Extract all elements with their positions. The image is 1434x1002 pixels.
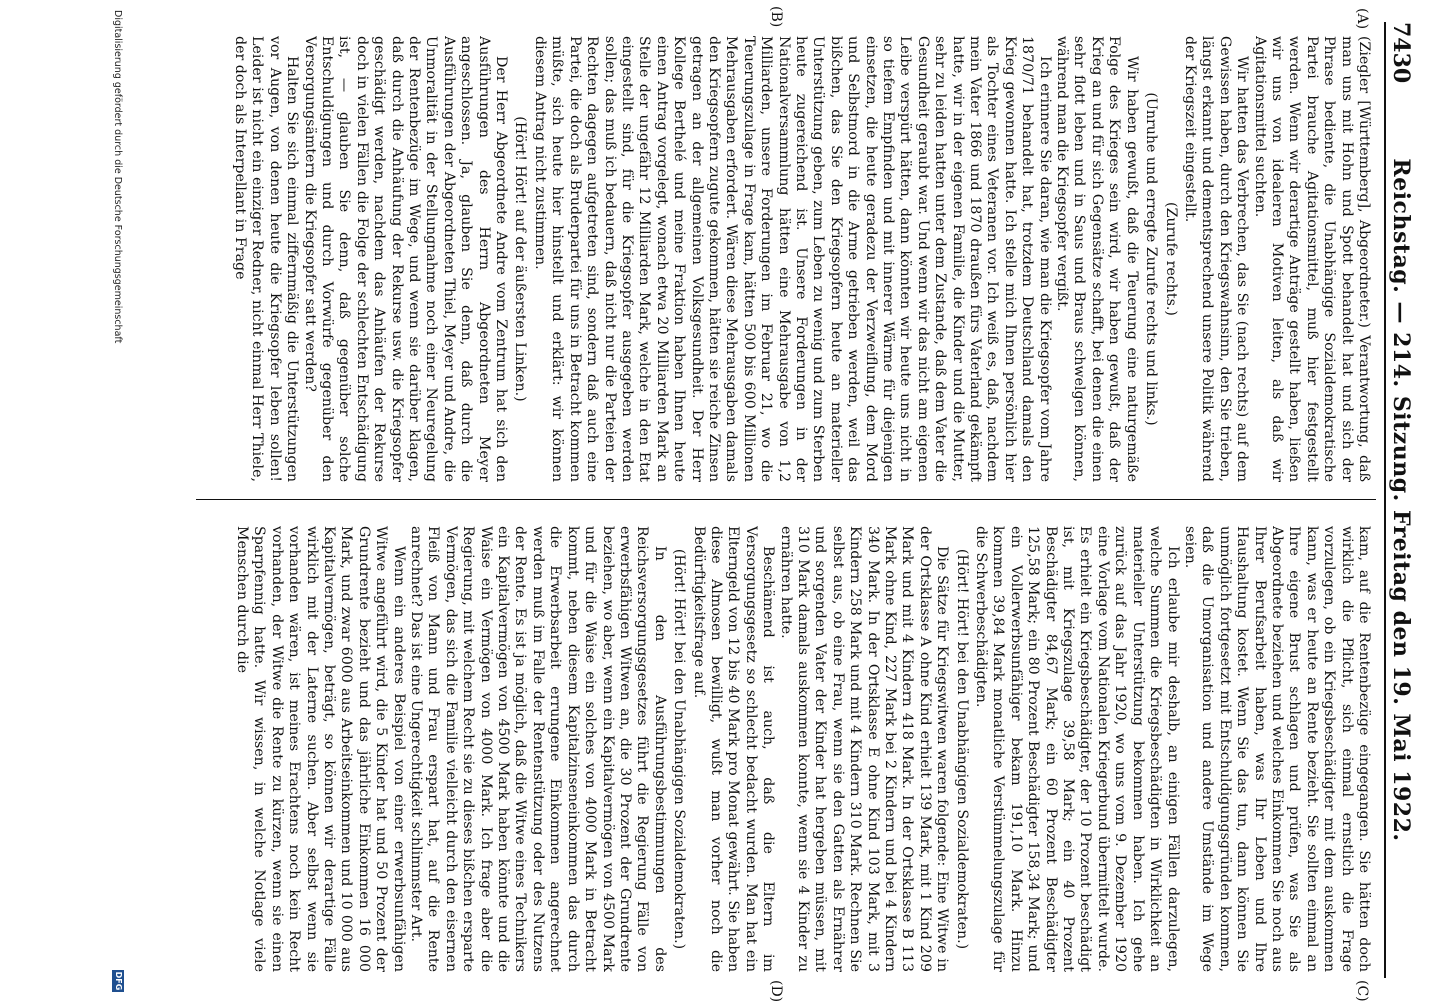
document-page (124, 0, 1434, 1000)
paragraph: Die Sätze für Kriegswitwen waren folgende: Eine Witwe in der Ortsklasse A ohne Kind erhielt 139 Mark, mit 1 Kind 209 Mark und mit 4 Kindern 418 Mark. In der Ortsklasse B 113 Mark ohne Kind, 227 Mark bei 2 Kindern und bei 4 Kindern 340 Mark. In der Ortsklasse E ohne Kind 103 Mark, mit 3 Kindern 258 Mark und mit 4 Kindern 310 Mark. Rechnen Sie selbst aus, ob eine Frau, wenn sie den Gatten als Ernährer und sorgenden Vater der Kinder hat hergeben müssen, mit 310 Mark damals auskommen konnte, wenn sie 4 Kinder zu ernähren hatte. (777, 526, 951, 972)
paragraph: (Ziegler [Württemberg], Abgeordneter.) Verantwortung, daß man uns mit Hohn und Spott behandelt hat und sich der Phrase bediente, die Unabhängige Sozialdemokratische Partei brauche Agitationsmittel, muß hier festgestellt werden. Wenn wir derartige Anträge gestellt haben, ließen wir uns von idealeren Motiven leiten, als daß wir Agitationsmittel suchten. (1251, 36, 1372, 482)
interjection: (Hört! Hört! bei den Unabhängigen Sozialdemokraten.) (671, 548, 688, 950)
paragraph: Wir hatten das Verbrechen, das Sie (nach rechts) auf dem Gewissen haben, durch den Kriegswahnsinn, den Sie trieben, längst erkannt und dementsprechend unsere Politik während der Kriegszeit eingestellt. (1181, 36, 1251, 482)
paragraph: Halten Sie sich einmal ziffernmäßig die Unterstützungen vor Augen, von denen heute die Kriegsopfer leben sollen! Leider ist nicht ein einziger Redner, nicht einmal Herr Thiele, der doch als Interpellant in Frage (232, 36, 301, 482)
page-header (1384, 22, 1420, 978)
interjection: (Zurufe rechts.) (1162, 202, 1179, 316)
interjection: (Hört! Hört! bei den Unabhängigen Sozialdemokraten.) (953, 548, 970, 950)
paragraph: Wir haben gewußt, daß die Teuerung eine naturgemäße Folge des Krieges sein wird, wir haben gewußt, daß der Krieg an und für sich Gegensätze schafft, bei denen die einen sehr flott leben und in Saus und Braus schwelgen können, während man die Kriegsopfer vergißt. (1054, 36, 1140, 482)
scan-credit-strip (0, 0, 124, 1000)
margin-marker-d: (D) (768, 980, 784, 1002)
paragraph: Ich erlaube mir deshalb, an einigen Fällen darzulegen, welche Summen die Kriegsbeschädigten in Wirklichkeit an materieller Unterstützung bekommen haben. Ich gehe zurück auf das Jahr 1920, wo uns vom 9. Dezember 1920 eine Vorlage vom Nationalen Kriegerbund übermittelt wurde. Es erhielt ein Kriegsbeschädigter, der 10 Prozent beschädigt ist, mit Kriegszulage 39,58 Mark; ein 40 Prozent Beschädigter 84,67 Mark; ein 60 Prozent Beschädigter 125,58 Mark; ein 80 Prozent Beschädigter 158,34 Mark; und ein Vollerwerbsunfähiger bekam 191,10 Mark. Hinzu kommen 39,84 Mark monatliche Verstümmelungszulage für die Schwerbeschädigten. (973, 526, 1181, 972)
running-title: Reichstag. — 214. Sitzung. Freitag den 19. Mai 1922. (1388, 158, 1414, 842)
interjection: (Unruhe und erregte Zurufe rechts und links.) (1143, 92, 1160, 426)
margin-marker-a: (A) (1354, 8, 1370, 30)
margin-marker-b: (B) (768, 6, 784, 28)
page-number: 7430 (1388, 22, 1414, 84)
margin-marker-c: (C) (1354, 980, 1370, 1002)
column-divider (196, 499, 1376, 500)
dfg-logo-icon: DFG (114, 971, 123, 991)
paragraph: Beschämend ist auch, daß die Eltern im Versorgungsgesetz so schlecht bedacht wurden. Man hat ein Elterngeld von 12 bis 40 Mark pro Monat gewährt. Sie haben diese Almosen bewilligt, wußt man vorher noch die Bedürftigkeitsfrage auf. (690, 526, 777, 972)
paragraph: Ich erinnere Sie daran, wie man die Kriegsopfer vom Jahre 1870/71 behandelt hat, trotzdem Deutschland damals den Krieg gewonnen hatte. Ich stelle mich Ihnen persönlich hier als Tochter eines Veteranen vor. Ich weiß es, daß, nachdem mein Vater 1866 und 1870 draußen fürs Vaterland gekämpft hatte, wir in der eigenen Familie, die Kinder und die Mutter, sehr zu leiden hatten unter dem Zustande, daß dem Vater die Gesundheit geraubt war. Und wenn wir das nicht am eigenen Leibe verspürt hätten, dann könnten wir heute uns nicht in so tiefem Empfinden und mit innerer Wärme für diejenigen einsetzen, die heute geradezu der Verzweiflung, dem Mord und Selbstmord in die Arme getrieben werden, weil das bißchen, das Sie den Kriegsopfern heute an materieller Unterstützung geben, zum Leben zu wenig und zum Sterben heute zugereichend ist. Unsere Forderungen in der Nationalversammlung hätten eine Mehrausgabe von 1,2 Milliarden, unsere Forderungen im Februar 21, wo die Teuerungszulage in Frage kam, hätten 500 bis 600 Millionen Mehrausgaben erfordert. Wären diese Mehrausgaben damals den Kriegsopfern zugute gekommen, hätten sie reiche Zinsen getragen an der allgemeinen Volksgesundheit. Der Herr Kollege Berthelé und meine Fraktion haben Ihnen heute einen Antrag vorgelegt, wonach etwa 20 Milliarden Mark an Stelle der ungefähr 12 Milliarden Mark, welche in den Etat eingestellt sind, für die Kriegsopfer ausgegeben werden sollen; das muß ich bedauern, daß nicht nur die Parteien der Rechten dagegen aufgetreten sind, sondern daß auch eine Partei, die doch als Bruderpartei für uns in Betracht kommen müßte, sich heute hier hinstellt und erklärt: wir können diesem Antrag nicht zustimmen. (531, 36, 1053, 482)
paragraph: kam, auf die Rentenbezüge eingegangen. Sie hätten doch wirklich die Pflicht, sich einmal ernstlich die Frage vorzulegen, ob ein Kriegsbeschädigter mit dem auskommen kann, was er heute an Rente bezieht. Sie sollten einmal an Ihre eigene Brust schlagen und prüfen, was Sie als Abgeordnete beziehen und welches Einkommen Sie noch aus Ihrer Berufsarbeit haben, was Ihr Leben und Ihre Haushaltung kostet. Wenn Sie das tun, dann können Sie unmöglich fortgesetzt mit Entschuldigungsgründen kommen, daß die Umorganisation und andere Umstände im Wege seien. (1181, 526, 1372, 972)
digitization-credit: Digitalisierung gefördert durch die Deutsche Forschungsgemeinschaft (112, 10, 123, 344)
paragraph: In den Ausführungsbestimmungen des Reichsversorgungsgesetzes führt die Regierung Fälle von erwerbsfähigen Witwen an, die 30 Prozent der Grundrente beziehen, wo aber, wenn ein Kapitalvermögen von 4500 Mark und für die Waise ein solches von 4000 Mark in Betracht kommt, neben diesem Kapitalzinseneinkommen das durch die Erwerbsarbeit errungene Einkommen angerechnet werden muß im Falle der Rentenstützung oder des Nutzens der Rente. Es ist ja möglich, daß die Witwe eines Technikers ein Kapitalvermögen von 4500 Mark haben könnte und die Waise ein Vermögen von 4000 Mark. Ich frage aber die Regierung, mit welchem Recht sie zu dieses bißchen ersparte Vermögen, das sich die Familie vielleicht durch den eisernen Fleiß von Mann und Frau erspart hat, auf die Rente anrechnet? Das ist eine Ungerechtigkeit schlimmster Art. (408, 526, 668, 972)
right-column (202, 526, 1372, 972)
paragraph: Der Herr Abgeordnete Andre vom Zentrum hat sich den Ausführungen des Herrn Abgeordneten Meyer angeschlossen. Ja, glauben Sie denn, daß durch die Ausführungen der Abgeordneten Thiel, Meyer und Andre, die Unmoralität in der Stellungnahme noch einer Neuregelung der Rentenbezüge im Wege, und wenn sie darüber klagen, daß durch die Anhäufung der Rekurse usw. die Kriegsopfer geschädigt werden, nachdem das Anhäufen der Rekurse doch in vielen Fällen die Folge der schlechten Entschädigung ist, — glauben Sie denn, daß gegenüber solche Entschuldigungen und durch Vorwürfe gegenüber den Versorgungsämtern die Kriegsopfer satt werden? (301, 36, 510, 482)
paragraph: Wenn ein anderes Beispiel von einer erwerbsunfähigen Witwe angeführt wird, die 5 Kinder hat und 50 Prozent der Grundrente bezieht und das jährliche Einkommen 16 000 Mark, und zwar 6000 aus Arbeitseinkommen und 10 000 aus Kapitalvermögen, beträgt, so können wir derartige Fälle wirklich mit der Laterne suchen. Aber selbst wenn sie vorhanden wären, ist meines Erachtens noch kein Recht vorhanden, der Witwe die Rente zu kürzen, wenn sie einen Sparpfennig hatte. Wir wissen, in welche Notlage viele Menschen durch die (234, 526, 407, 972)
left-column (202, 36, 1372, 482)
interjection: (Hört! Hört! auf der äußersten Linken.) (512, 116, 529, 402)
